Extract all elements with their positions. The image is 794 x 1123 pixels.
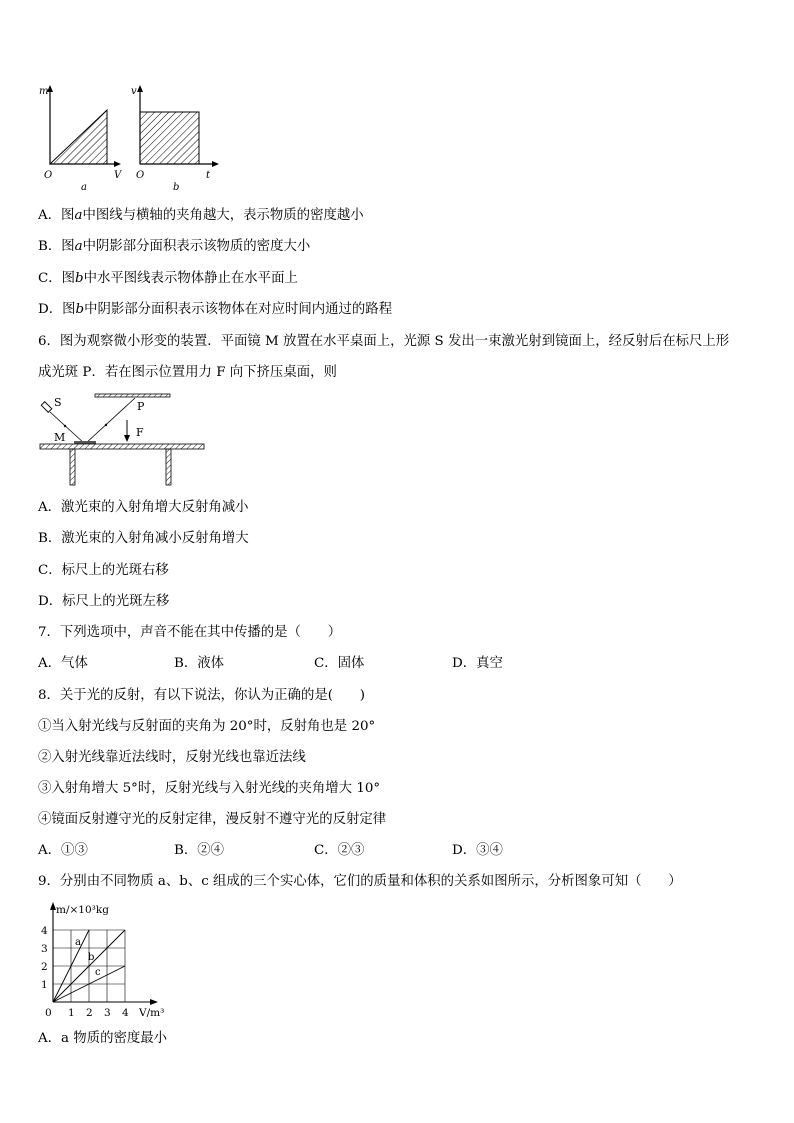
label-p: P bbox=[137, 400, 145, 413]
q8-option-a: A．①③ bbox=[38, 843, 88, 858]
fig-b-x-label: t bbox=[206, 170, 211, 181]
q5-option-d: D．图b中阴影部分面积表示该物体在对应时间内通过的路程 bbox=[38, 302, 393, 317]
fig-b-caption: b bbox=[173, 182, 180, 193]
q6-stem-line2: 成光斑 P．若在图示位置用力 F 向下挤压桌面，则 bbox=[38, 365, 337, 380]
q7-option-b: B．液体 bbox=[174, 656, 225, 671]
figure-b bbox=[131, 85, 219, 193]
fig-a-origin: O bbox=[44, 170, 53, 181]
q7-stem: 7．下列选项中，声音不能在其中传播的是（ ） bbox=[38, 625, 342, 640]
q6-option-b: B．激光束的入射角减小反射角增大 bbox=[38, 531, 249, 546]
q6-option-c: C．标尺上的光斑右移 bbox=[38, 563, 169, 578]
q5-option-b: B．图a中阴影部分面积表示该物质的密度大小 bbox=[38, 239, 311, 254]
figure-ab bbox=[36, 82, 226, 194]
fig-a-x-label: V bbox=[114, 170, 122, 181]
q8-statement-2: ②入射光线靠近法线时，反射光线也靠近法线 bbox=[38, 750, 306, 765]
q8-statement-1: ①当入射光线与反射面的夹角为 20°时，反射角也是 20° bbox=[38, 719, 376, 734]
fig-a-caption: a bbox=[81, 182, 87, 193]
q6-option-d: D．标尺上的光斑左移 bbox=[38, 594, 170, 609]
q5-option-a: A．图a中图线与横轴的夹角越大，表示物质的密度越小 bbox=[38, 208, 364, 223]
x-tick-label: 3 bbox=[104, 1007, 111, 1019]
q6-stem-line1: 6．图为观察微小形变的装置．平面镜 M 放置在水平桌面上，光源 S 发出一束激光射到镜面上，经反射后在标尺上形 bbox=[38, 334, 730, 349]
q9-stem: 9．分别由不同物质 a、b、c 组成的三个实心体，它们的质量和体积的关系如图所示，分析图象可知（ ） bbox=[38, 874, 682, 889]
x-tick-label: 0 bbox=[45, 1007, 52, 1019]
q9-option-a: A．a 物质的密度最小 bbox=[38, 1031, 168, 1046]
series-label-a: a bbox=[75, 937, 81, 948]
figure-a bbox=[39, 85, 123, 193]
q6-figure bbox=[38, 388, 208, 488]
fig-a-y-label: m bbox=[39, 86, 49, 97]
q9-density-chart bbox=[36, 898, 176, 1022]
x-axis-label: V/m³ bbox=[139, 1007, 165, 1019]
q8-statement-3: ③入射角增大 5°时，反射光线与入射光线的夹角增大 10° bbox=[38, 781, 381, 796]
q8-option-d: D．③④ bbox=[452, 843, 503, 858]
q7-option-d: D．真空 bbox=[452, 656, 503, 671]
q8-stem: 8．关于光的反射，有以下说法，你认为正确的是( ) bbox=[38, 688, 365, 703]
y-tick-label: 4 bbox=[41, 925, 48, 937]
fig-b-y-label: v bbox=[131, 86, 137, 97]
label-f: F bbox=[136, 426, 144, 439]
x-tick-label: 1 bbox=[68, 1007, 75, 1019]
x-axis-arrow bbox=[150, 999, 158, 1005]
q8-option-b: B．②④ bbox=[174, 843, 225, 858]
fig-b-origin: O bbox=[136, 170, 145, 181]
series-label-c: c bbox=[95, 967, 101, 978]
q8-statement-4: ④镜面反射遵守光的反射定律，漫反射不遵守光的反射定律 bbox=[38, 812, 387, 827]
y-tick-label: 1 bbox=[41, 979, 48, 991]
light-source-icon bbox=[41, 402, 52, 413]
q7-option-c: C．固体 bbox=[314, 656, 365, 671]
label-m: M bbox=[54, 431, 66, 444]
y-tick-label: 2 bbox=[41, 961, 48, 973]
label-s: S bbox=[54, 396, 62, 409]
q8-option-c: C．②③ bbox=[314, 843, 365, 858]
q5-option-c: C．图b中水平图线表示物体静止在水平面上 bbox=[38, 271, 298, 286]
q6-option-a: A．激光束的入射角增大反射角减小 bbox=[38, 500, 249, 515]
y-tick-label: 3 bbox=[41, 943, 48, 955]
y-axis-label: m/×10³kg bbox=[56, 904, 109, 916]
x-tick-label: 4 bbox=[122, 1007, 129, 1019]
q7-option-a: A．气体 bbox=[38, 656, 88, 671]
x-tick-label: 2 bbox=[86, 1007, 93, 1019]
series-label-b: b bbox=[88, 952, 95, 963]
